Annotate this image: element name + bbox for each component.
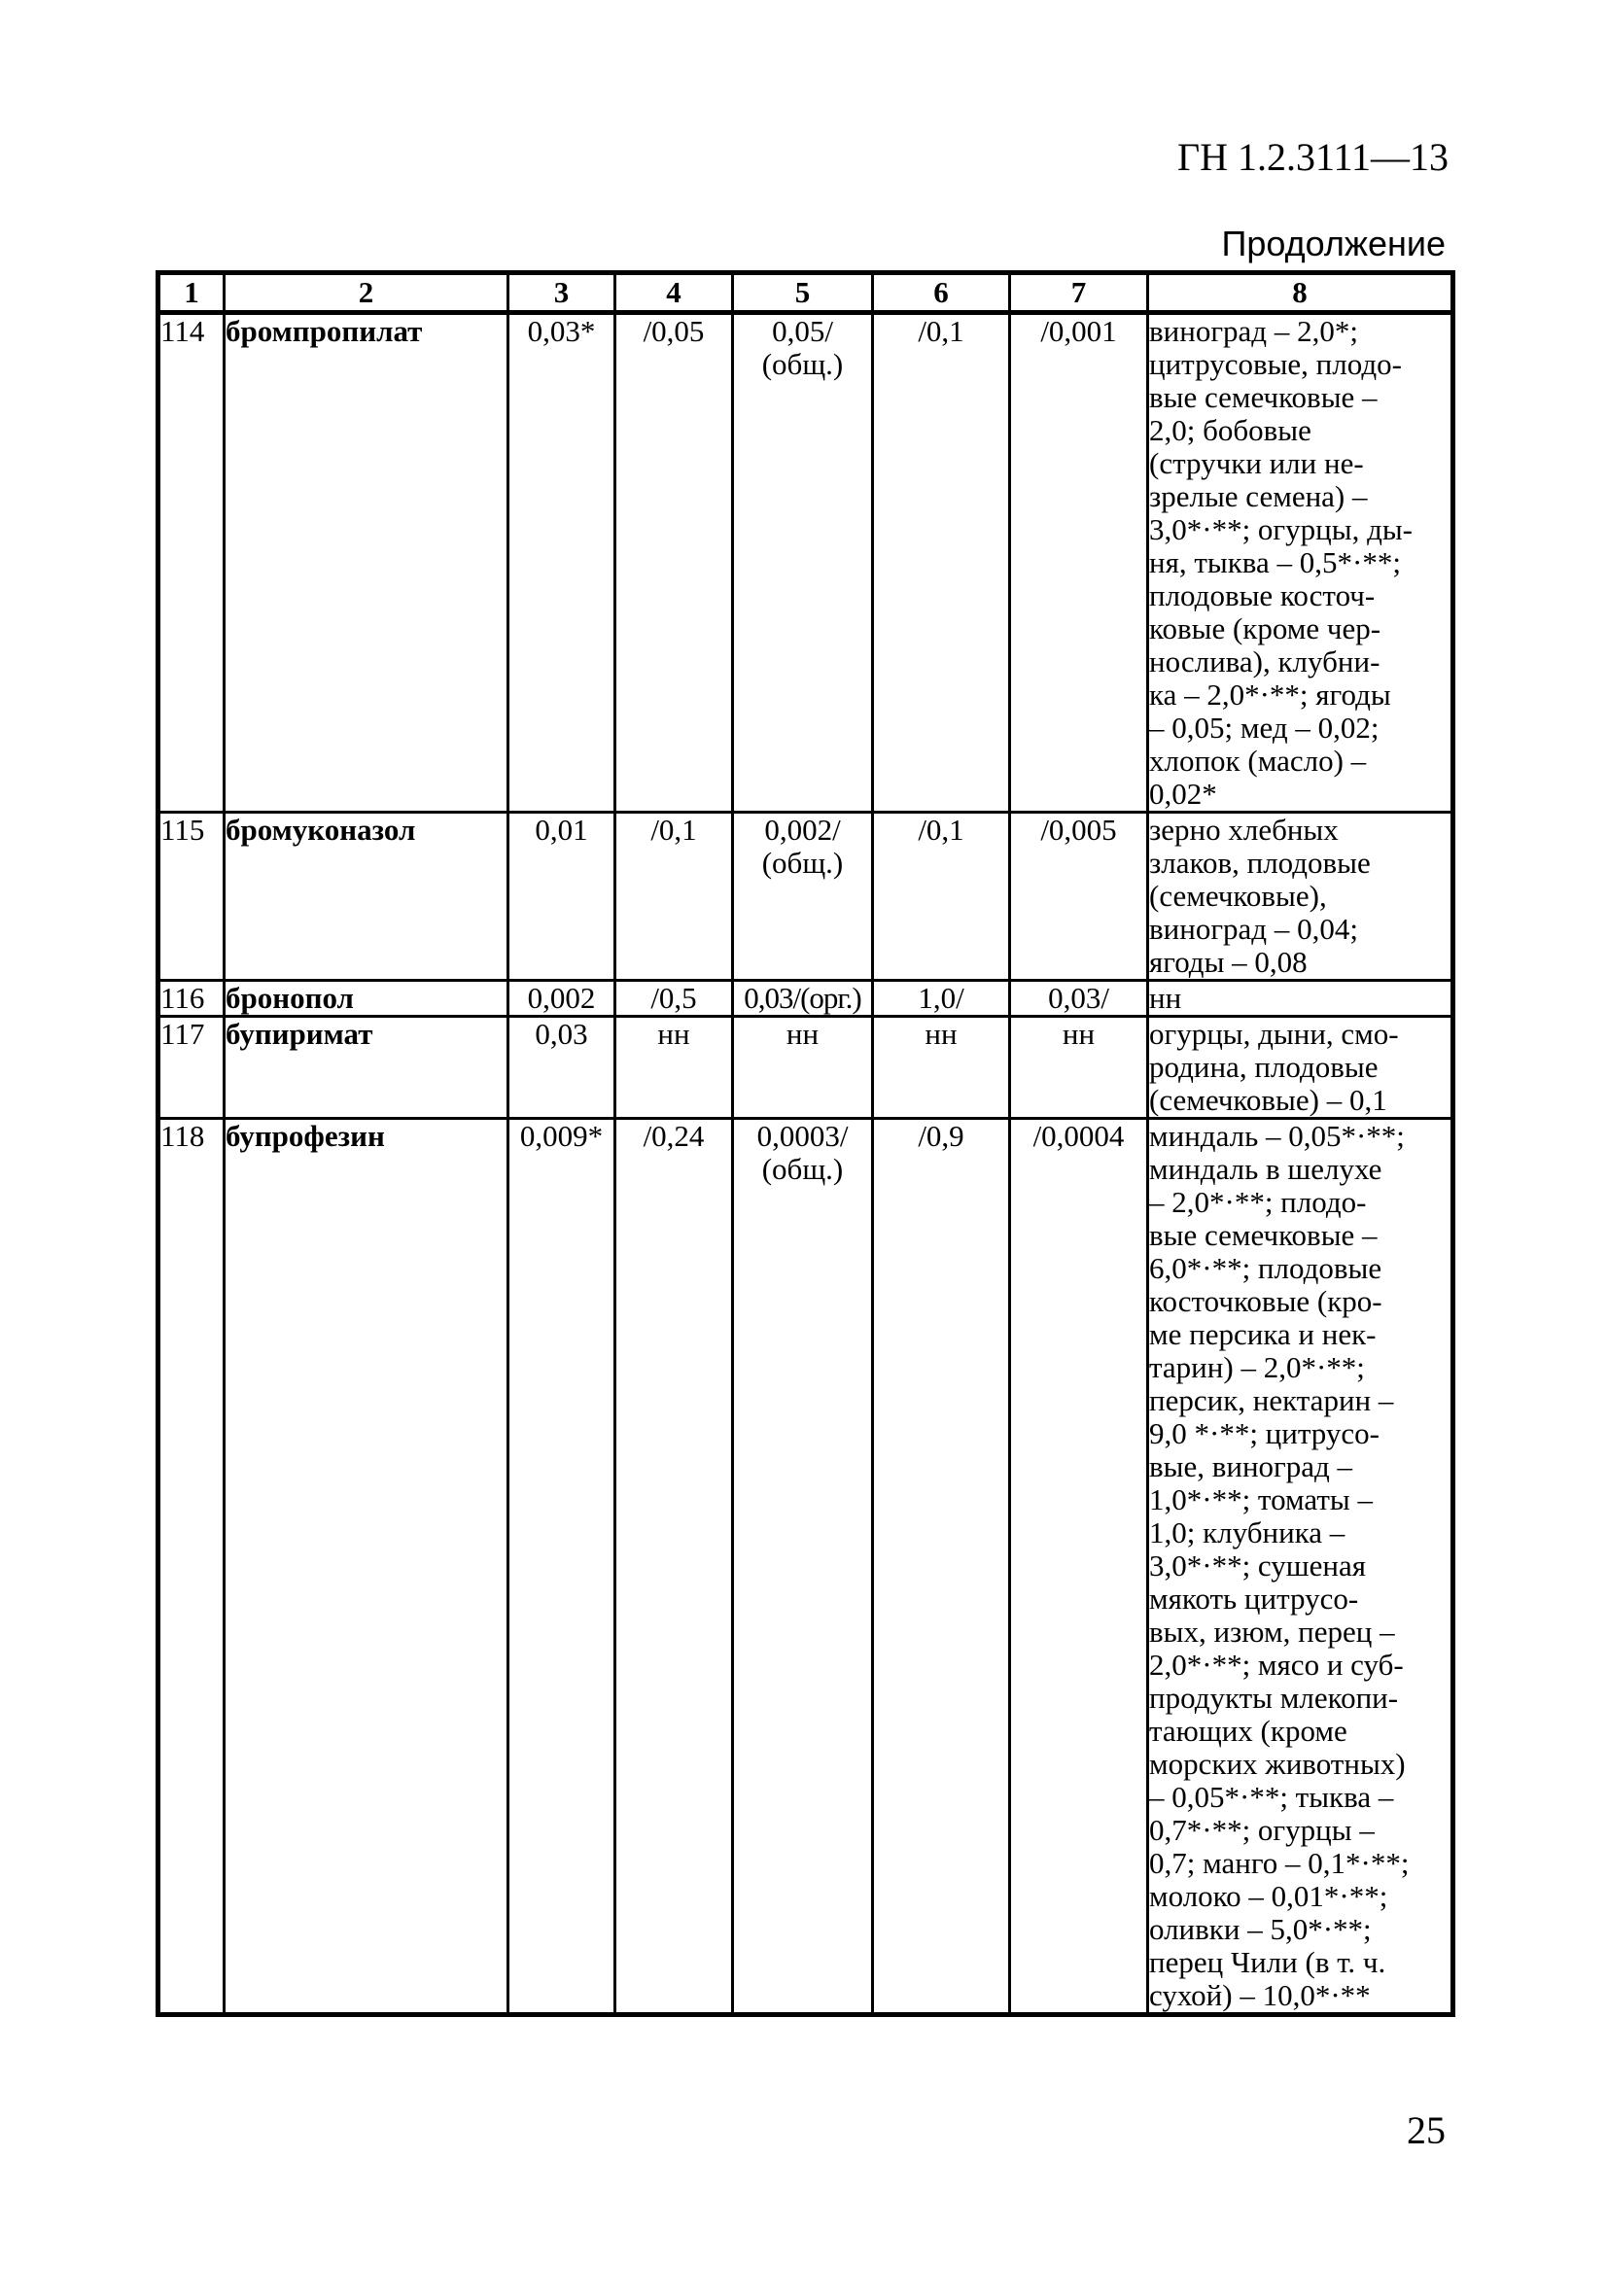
norms-table: [156, 270, 1455, 2017]
column-header: 4: [615, 273, 733, 313]
column-header: 1: [158, 273, 225, 313]
cell-col8-notes: миндаль – 0,05*·**; миндаль в шелухе – 2,0*·**; плодо- вые семечковые – 6,0*·**; плодовые косточковые (кро- ме персика и нек- тарин) – 2,0*·**; персик, нектарин – 9,0 *·**; цитрусо- вые, виноград – 1,0*·**; томаты – 1,0; клубника – 3,0*·**; сушеная мякоть цитрусо- вых, изюм, перец – 2,0*·**; мясо и суб- продукты млекопи- тающих (кроме морских животных) – 0,05*·**; тыква – 0,7*·**; огурцы – 0,7; манго – 0,1*·**; молоко – 0,01*·**; оливки – 5,0*·**; перец Чили (в т. ч. сухой) – 10,0*·**: [1148, 1119, 1453, 2015]
row-number: 118: [158, 1119, 225, 2015]
cell-col3: 0,03: [508, 1017, 615, 1119]
cell-col6: 1,0/: [873, 981, 1010, 1017]
cell-col8-notes: зерно хлебных злаков, плодовые (семечковые), виноград – 0,04; ягоды – 0,08: [1148, 813, 1453, 981]
continuation-label: Продолжение: [1221, 224, 1446, 263]
cell-col5: 0,03/(орг.): [733, 981, 873, 1017]
row-number: 116: [158, 981, 225, 1017]
cell-col4: /0,5: [615, 981, 733, 1017]
column-header: 7: [1010, 273, 1148, 313]
cell-col8-notes: нн: [1148, 981, 1453, 1017]
column-header: 3: [508, 273, 615, 313]
table-row: [158, 981, 1453, 1017]
table-row: [158, 313, 1453, 813]
table-row: [158, 1119, 1453, 2015]
cell-col6: /0,9: [873, 1119, 1010, 2015]
cell-col8-notes: виноград – 2,0*; цитрусовые, плодо- вые семечковые – 2,0; бобовые (стручки или не- зрелые семена) – 3,0*·**; огурцы, ды- ня, тыква – 0,5*·**; плодовые косточ- ковые (кроме чер- нослива), клубни- ка – 2,0*·**; ягоды – 0,05; мед – 0,02; хлопок (масло) – 0,02*: [1148, 313, 1453, 813]
column-header: 8: [1148, 273, 1453, 313]
cell-col6: нн: [873, 1017, 1010, 1119]
cell-col7: 0,03/: [1010, 981, 1148, 1017]
cell-col4: /0,24: [615, 1119, 733, 2015]
substance-name: бронопол: [225, 981, 508, 1017]
cell-col5: 0,0003/ (общ.): [733, 1119, 873, 2015]
substance-name: бромпропилат: [225, 313, 508, 813]
substance-name: бупрофезин: [225, 1119, 508, 2015]
column-header: 5: [733, 273, 873, 313]
cell-col4: нн: [615, 1017, 733, 1119]
table-row: [158, 1017, 1453, 1119]
cell-col7: /0,005: [1010, 813, 1148, 981]
cell-col3: 0,002: [508, 981, 615, 1017]
row-number: 117: [158, 1017, 225, 1119]
cell-col4: /0,1: [615, 813, 733, 981]
table-row: [158, 813, 1453, 981]
column-header: 2: [225, 273, 508, 313]
page-number: 25: [1407, 2108, 1446, 2152]
cell-col8-notes: огурцы, дыни, смо- родина, плодовые (семечковые) – 0,1: [1148, 1017, 1453, 1119]
substance-name: бупиримат: [225, 1017, 508, 1119]
cell-col7: /0,001: [1010, 313, 1148, 813]
cell-col6: /0,1: [873, 313, 1010, 813]
cell-col3: 0,01: [508, 813, 615, 981]
cell-col5: 0,002/ (общ.): [733, 813, 873, 981]
table-header-row: [158, 273, 1453, 313]
cell-col4: /0,05: [615, 313, 733, 813]
cell-col3: 0,03*: [508, 313, 615, 813]
column-header: 6: [873, 273, 1010, 313]
cell-col7: /0,0004: [1010, 1119, 1148, 2015]
cell-col6: /0,1: [873, 813, 1010, 981]
document-code: ГН 1.2.3111—13: [1176, 135, 1449, 179]
row-number: 114: [158, 313, 225, 813]
cell-col5: 0,05/ (общ.): [733, 313, 873, 813]
row-number: 115: [158, 813, 225, 981]
cell-col3: 0,009*: [508, 1119, 615, 2015]
cell-col7: нн: [1010, 1017, 1148, 1119]
substance-name: бромуконазол: [225, 813, 508, 981]
cell-col5: нн: [733, 1017, 873, 1119]
